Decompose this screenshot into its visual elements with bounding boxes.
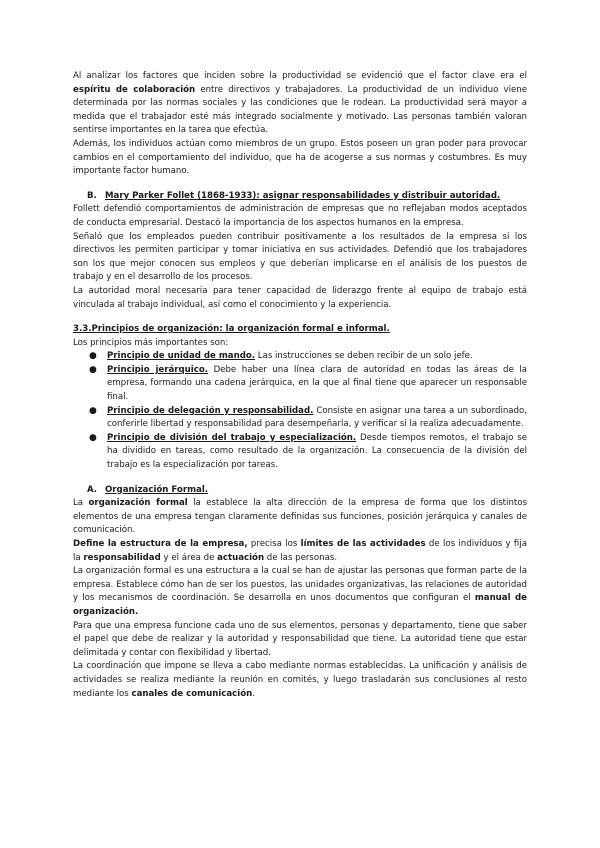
text-run: precisa los [247, 539, 301, 549]
section-letter: B. [87, 190, 97, 201]
section-3-3-intro: Los principios más importantes son: [73, 337, 229, 348]
text-run: . [252, 688, 255, 699]
text-run: La [73, 498, 89, 509]
bold-term: actuación [217, 552, 265, 563]
bullet-icon: ● [89, 364, 97, 375]
text-run: La coordinación que impone se lleva a cabo mediante normas establecidas. La unificación y análisis de actividades se realiza mediante la reunión en comités, y luego trasladarán sus conclusiones al resto mediante los [73, 661, 527, 699]
principle-text: Desde tiempos remotos, el trabajo se ha dividido en tareas, como resultado de la organización. La consecuencia de la división del trabajo es la especialización por tareas. [107, 432, 527, 471]
text-run: y el área de [160, 552, 218, 563]
list-item [73, 364, 527, 405]
section-title: Organización Formal. [105, 484, 209, 495]
text-run: La organización formal es una estructura a la cual se han de ajustar las personas que forman parte de la empresa. Establece cómo han de ser los puestos, las unidades organizativas, las relaciones de autoridad y los mecanismos de coordinación. Se desarrolla en unos documentos que configuran el [73, 566, 527, 604]
bullet-icon: ● [89, 432, 97, 443]
bold-term: límites de las actividades [300, 539, 426, 549]
section-b-paragraph-2: Señaló que los empleados pueden contribuir positivamente a los resultados de la empresa si los directivos les permiten participar y tomar iniciativa en sus actividades. Defendió que los trabajadores son los que mejor conocen sus empleos y que deberían implicarse en el análisis de los puestos de trabajo y en el desarrollo de los procesos. [73, 231, 527, 283]
section-3-3-heading: 3.3.Principios de organización: la organización formal e informal. [73, 324, 390, 335]
bold-term: espíritu de colaboración [73, 84, 196, 95]
principle-term: Principio jerárquico. [107, 364, 208, 375]
section-a-paragraph-4: Para que una empresa funcione cada uno de sus elementos, personas y departamento, tiene que saber el papel que debe de realizar y la autoridad y responsabilidad que tiene. La autoridad tiene que estar delimitada y contar con flexibilidad y libertad. [73, 620, 527, 658]
intro-paragraph-2: Además, los individuos actúan como miembros de un grupo. Estos poseen un gran poder para provocar cambios en el comportamiento del individuo, que ha de acogerse a sus normas y costumbres. Es muy importante factor humano. [73, 138, 527, 177]
principles-list [73, 350, 527, 472]
document-page [73, 70, 527, 701]
principle-term: Principio de unidad de mando. [107, 351, 256, 362]
section-a-paragraph-2 [73, 538, 527, 565]
principle-text: Consiste en asignar una tarea a un subordinado, conferirle libertad y responsabilidad para desempeñarla, y verificar si la realiza adecuadamente. [107, 405, 527, 430]
section-letter: A. [87, 484, 98, 495]
section-b-paragraph-1: Follett defendió comportamientos de administración de empresas que no reflejaban modos aceptados de conducta empresarial. Destacó la importancia de los aspectos humanos en la empresa. [73, 204, 527, 228]
section-a-heading [87, 484, 527, 498]
intro-paragraph-1 [73, 70, 527, 138]
text-run: de los individuos y fija la [73, 539, 527, 563]
section-a-paragraph-1 [73, 497, 527, 538]
text-run: la establece la alta dirección de la empresa de forma que los distintos elementos de una empresa tengan claramente definidas sus funciones, posición jerárquica y canales de comunicación. [73, 498, 527, 536]
principle-text: Debe haber una línea clara de autoridad en todas las áreas de la empresa, formando una cadena jerárquica, en la que al final tiene que aparecer un responsable final. [107, 364, 527, 403]
list-item [73, 350, 527, 364]
section-b-heading [87, 190, 527, 204]
list-item [73, 432, 527, 473]
section-b-paragraph-3: La autoridad moral necesaria para tener capacidad de liderazgo frente al equipo de trabajo está vinculada al trabajo individual, así como el conocimiento y la experiencia. [73, 285, 527, 310]
bold-term: canales de comunicación [131, 688, 253, 699]
principle-term: Principio de división del trabajo y especialización. [107, 432, 357, 443]
text-run: entre directivos y trabajadores. La productividad de un individuo viene determinada por las normas sociales y las condiciones que le rodean. La productividad será mayor a medida que el trabajador esté más integrado socialmente y motivado. Las personas también valoran sentirse importantes en la tarea que efectúa. [73, 84, 527, 136]
list-item [73, 405, 527, 432]
section-title: Mary Parker Follet (1868-1933): asignar responsabilidades y distribuir autoridad. [105, 190, 501, 201]
principle-text: Las instrucciones se deben recibir de un solo jefe. [255, 351, 473, 362]
section-a-paragraph-3 [73, 565, 527, 619]
bullet-icon: ● [89, 351, 97, 362]
bullet-icon: ● [89, 405, 97, 416]
bold-term: organización formal [88, 498, 188, 509]
text-run: de las personas. [264, 552, 338, 563]
bold-term: manual de organización. [73, 593, 527, 617]
section-a-paragraph-5 [73, 660, 527, 701]
principle-term: Principio de delegación y responsabilidad. [107, 405, 314, 416]
bold-term: Define la estructura de la empresa, [73, 539, 248, 549]
bold-term: responsabilidad [83, 552, 161, 563]
text-run: Al analizar los factores que inciden sobre la productividad se evidenció que el factor clave era el [73, 71, 527, 81]
